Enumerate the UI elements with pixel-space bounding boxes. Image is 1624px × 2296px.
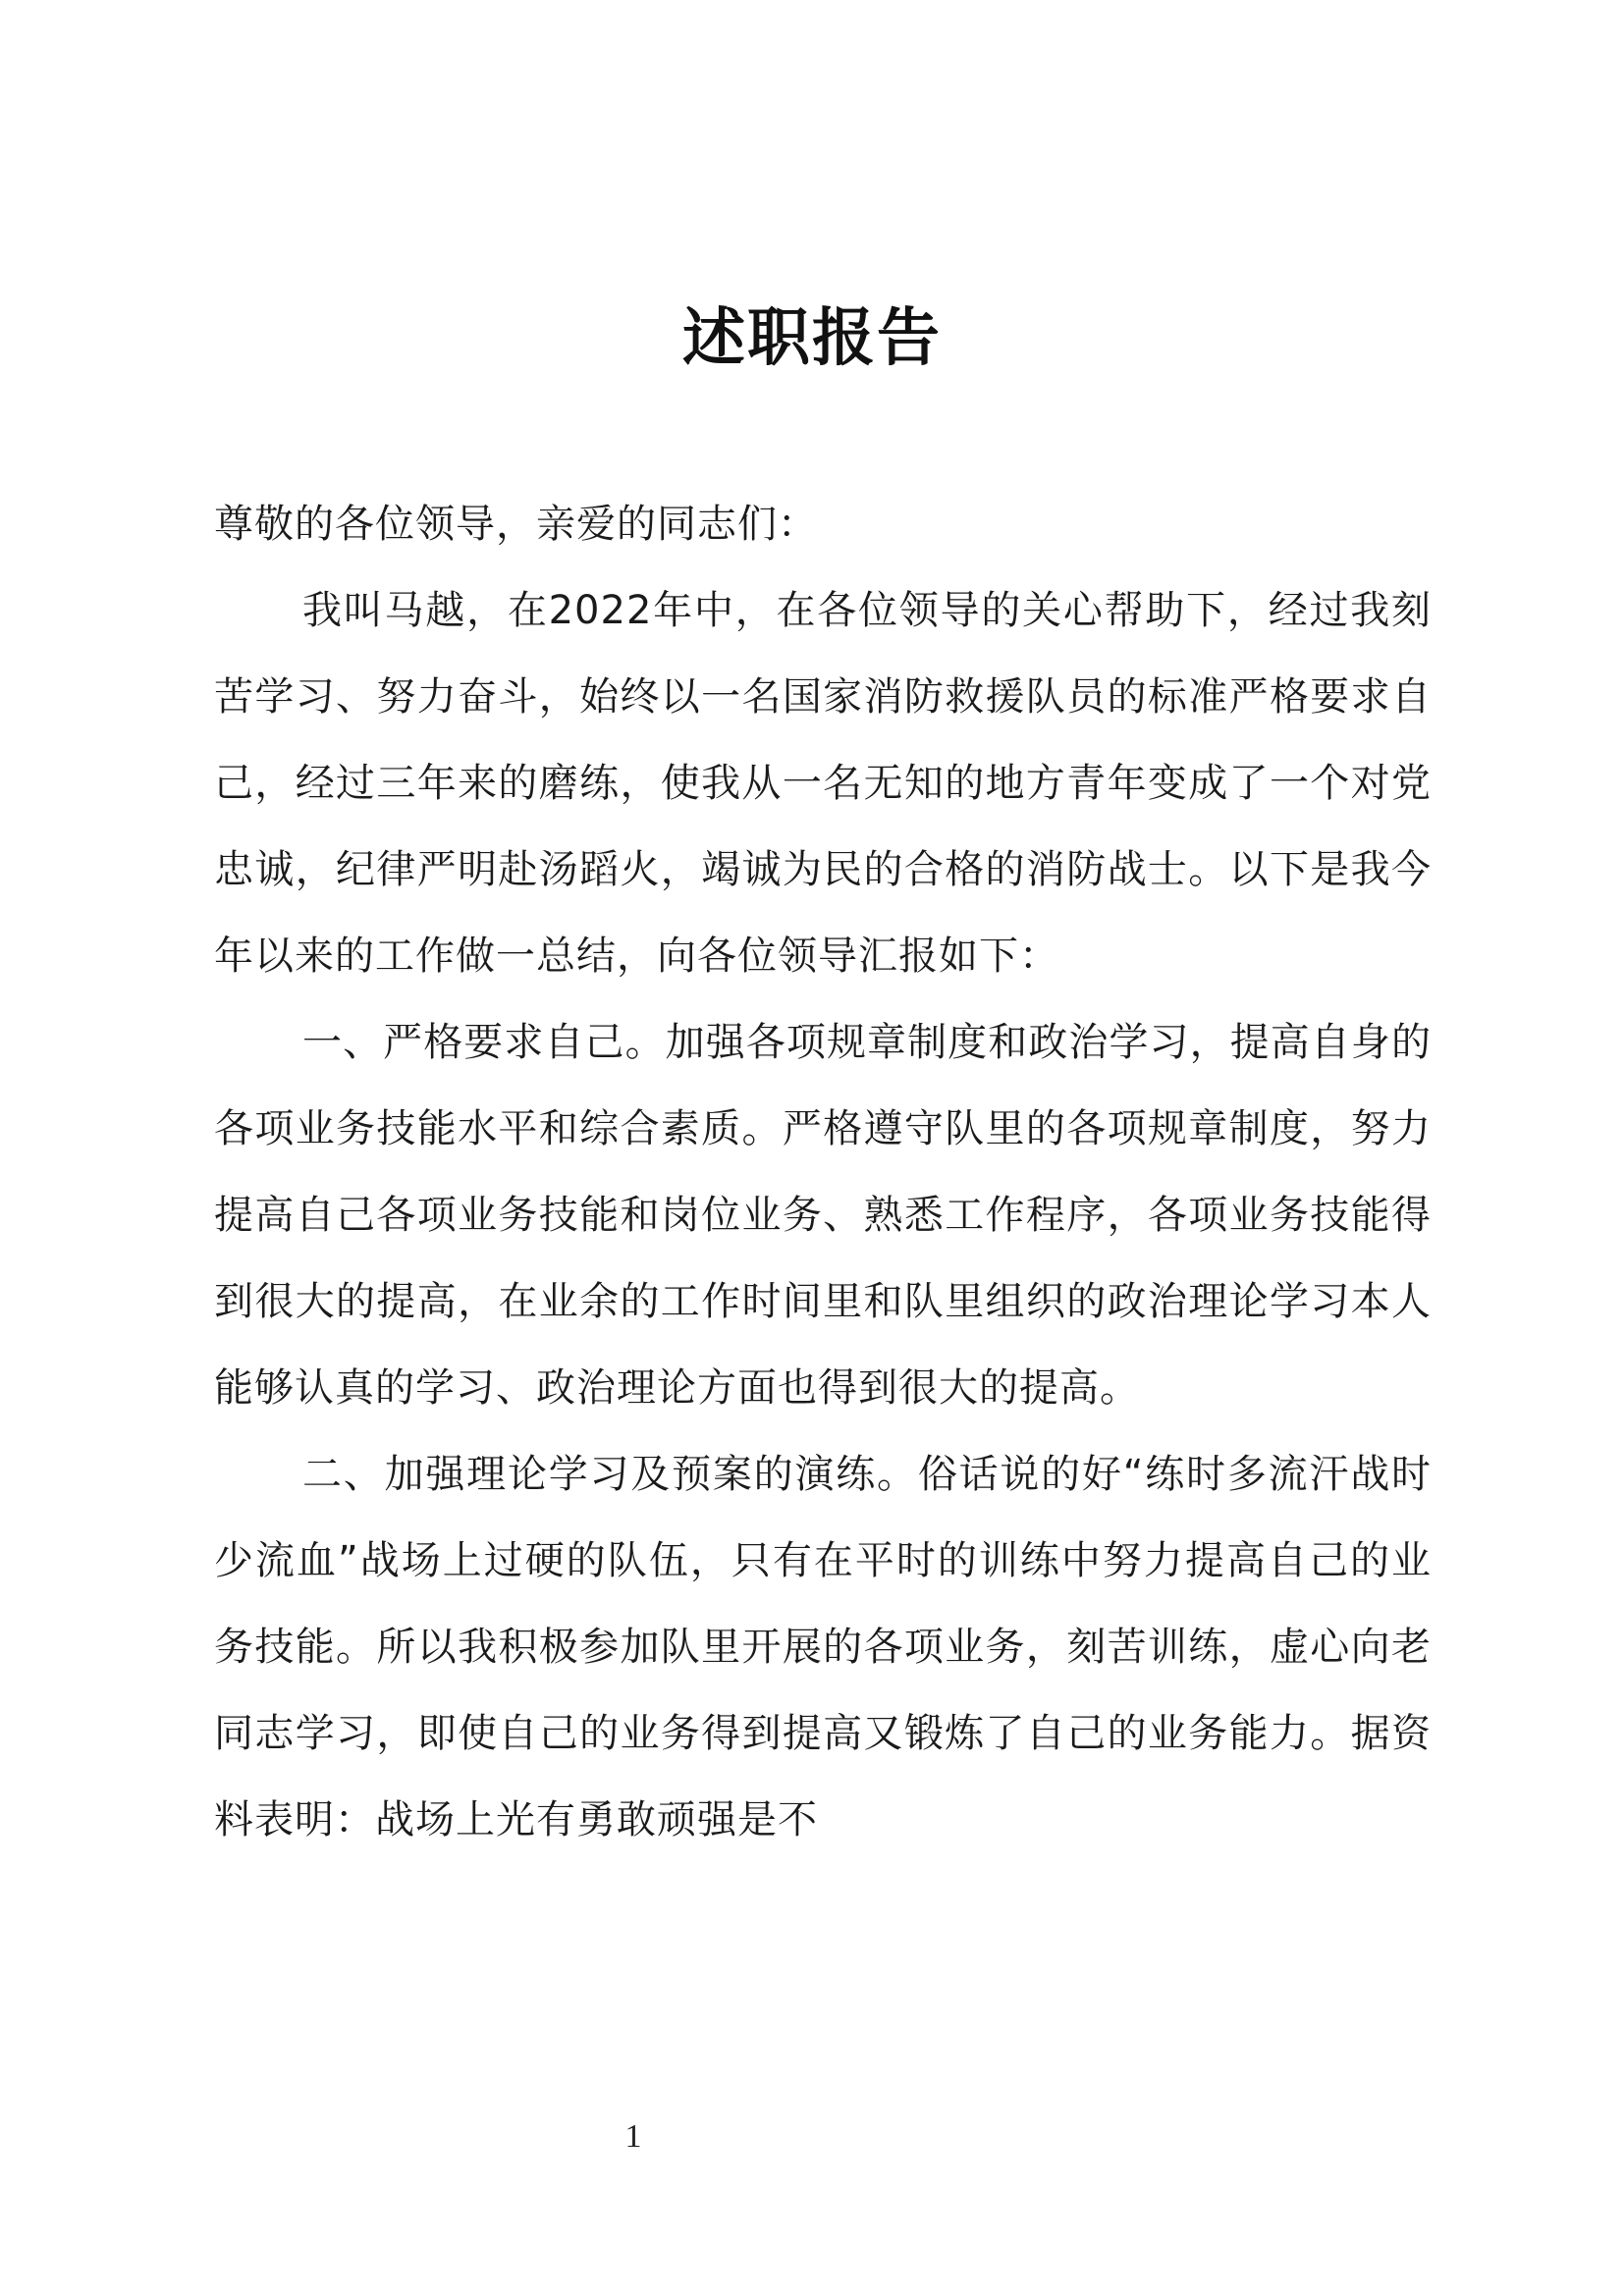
page-number: 1 (624, 2118, 642, 2155)
paragraph-intro: 我叫马越，在2022年中，在各位领导的关心帮助下，经过我刻苦学习、努力奋斗，始终以一名国家消防救援队员的标准严格要求自己，经过三年来的磨练，使我从一名无知的地方青年变成了一个对党忠诚，纪律严明赴汤蹈火，竭诚为民的合格的消防战士。以下是我今年以来的工作做一总结，向各位领导汇报如下： (214, 588, 1432, 979)
document-body (214, 481, 1432, 1863)
paragraph-section-two: 二、加强理论学习及预案的演练。俗话说的好“练时多流汗战时少流血”战场上过硬的队伍，只有在平时的训练中努力提高自己的业务技能。所以我积极参加队里开展的各项业务，刻苦训练，虚心向老同志学习，即使自己的业务得到提高又锻炼了自己的业务能力。据资料表明：战场上光有勇敢顽强是不 (214, 1452, 1432, 1842)
document-title: 述职报告 (682, 301, 942, 375)
salutation: 尊敬的各位领导，亲爱的同志们： (214, 502, 818, 547)
paragraph-section-one: 一、严格要求自己。加强各项规章制度和政治学习，提高自身的各项业务技能水平和综合素质。严格遵守队里的各项规章制度，努力提高自己各项业务技能和岗位业务、熟悉工作程序，各项业务技能得到很大的提高，在业余的工作时间里和队里组织的政治理论学习本人能够认真的学习、政治理论方面也得到很大的提高。 (214, 1020, 1432, 1411)
